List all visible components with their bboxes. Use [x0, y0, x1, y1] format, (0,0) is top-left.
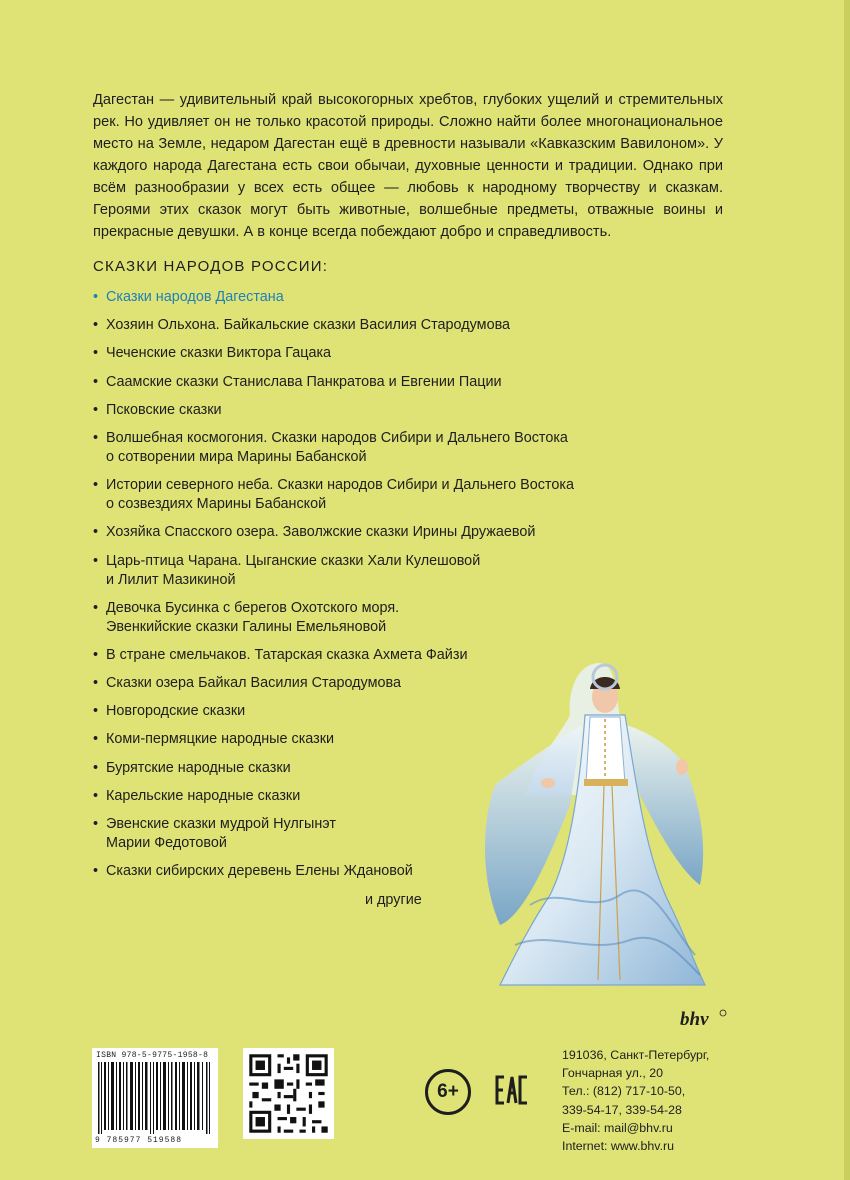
book-item: • Царь-птица Чарана. Цыганские сказки Хали Кулешовой и Лилит Мазикиной	[93, 552, 633, 590]
address-line: Гончарная ул., 20	[562, 1066, 663, 1081]
bhv-logo	[680, 1008, 728, 1030]
book-item-current: • Сказки народов Дагестана	[93, 288, 633, 307]
book-item: • Коми-пермяцкие народные сказки	[93, 730, 633, 749]
barcode-block	[92, 1048, 218, 1148]
svg-text:bhv: bhv	[680, 1009, 709, 1030]
book-item: • Девочка Бусинка с берегов Охотского моря. Эвенкийские сказки Галины Емельяновой	[93, 599, 633, 637]
book-item: • Эвенские сказки мудрой Нулгынэт Марии Федотовой	[93, 815, 633, 853]
phone-line: Тел.: (812) 717-10-50,	[562, 1084, 686, 1099]
book-item: • Бурятские народные сказки	[93, 759, 633, 778]
dagestan-woman-illustration	[470, 655, 730, 990]
book-item: • Истории северного неба. Сказки народов Сибири и Дальнего Востока о созвездиях Марины Бабанской	[93, 476, 633, 514]
book-item: • Сказки озера Байкал Василия Стародумова	[93, 674, 633, 693]
book-item: • В стране смельчаков. Татарская сказка Ахмета Файзи	[93, 646, 633, 665]
eac-mark-icon	[495, 1075, 529, 1105]
cover-edge	[844, 0, 850, 1180]
intro-paragraph: Дагестан — удивительный край высокогорных хребтов, глубоких ущелий и стремительных рек. Но удивляет он не только красотой природы. Сложно найти более многонациональное место на Земле, недаром Дагестан ещё в древности называли «Кавказским Вавилоном». У каждого народа Дагестана есть свои обычаи, духовные ценности и традиции. Однако при всём разнообразии у всех есть общее — любовь к народному творчеству и сказкам. Героями этих сказок могут быть животные, волшебные предметы, отважные воины и прекрасные девушки. А в конце всегда побеждают добро и справедливость.	[93, 92, 723, 240]
age-rating-badge: 6+	[425, 1069, 471, 1115]
email-line: E-mail: mail@bhv.ru	[562, 1120, 673, 1135]
book-item: • Псковские сказки	[93, 401, 633, 420]
qr-code-icon	[243, 1048, 334, 1139]
book-item: • Волшебная космогония. Сказки народов Сибири и Дальнего Востока о сотворении мира Марины Бабанской	[93, 429, 633, 467]
isbn-digits: 9 785977 519588	[95, 1136, 183, 1145]
qr-code-block	[243, 1048, 334, 1139]
book-item: • Новгородские сказки	[93, 702, 633, 721]
isbn-label: ISBN 978-5-9775-1958-8	[96, 1051, 209, 1060]
book-item: • Хозяйка Спасского озера. Заволжские сказки Ирины Дружаевой	[93, 523, 633, 542]
publisher-address	[562, 1046, 709, 1155]
series-title: СКАЗКИ НАРОДОВ РОССИИ:	[93, 258, 329, 275]
others-note: и другие	[365, 892, 422, 908]
book-item: • Саамские сказки Станислава Панкратова и Евгении Пации	[93, 373, 633, 392]
book-item: • Хозяин Ольхона. Байкальские сказки Василия Стародумова	[93, 316, 633, 335]
address-line: 191036, Санкт-Петербург,	[562, 1048, 710, 1062]
book-item: • Сказки сибирских деревень Елены Ждановой	[93, 862, 633, 881]
website-line: Internet: www.bhv.ru	[562, 1139, 675, 1154]
book-item: • Карельские народные сказки	[93, 787, 633, 806]
book-item: • Чеченские сказки Виктора Гацака	[93, 344, 633, 363]
barcode-icon	[98, 1062, 212, 1134]
phone-line: 339-54-17, 339-54-28	[562, 1102, 682, 1117]
